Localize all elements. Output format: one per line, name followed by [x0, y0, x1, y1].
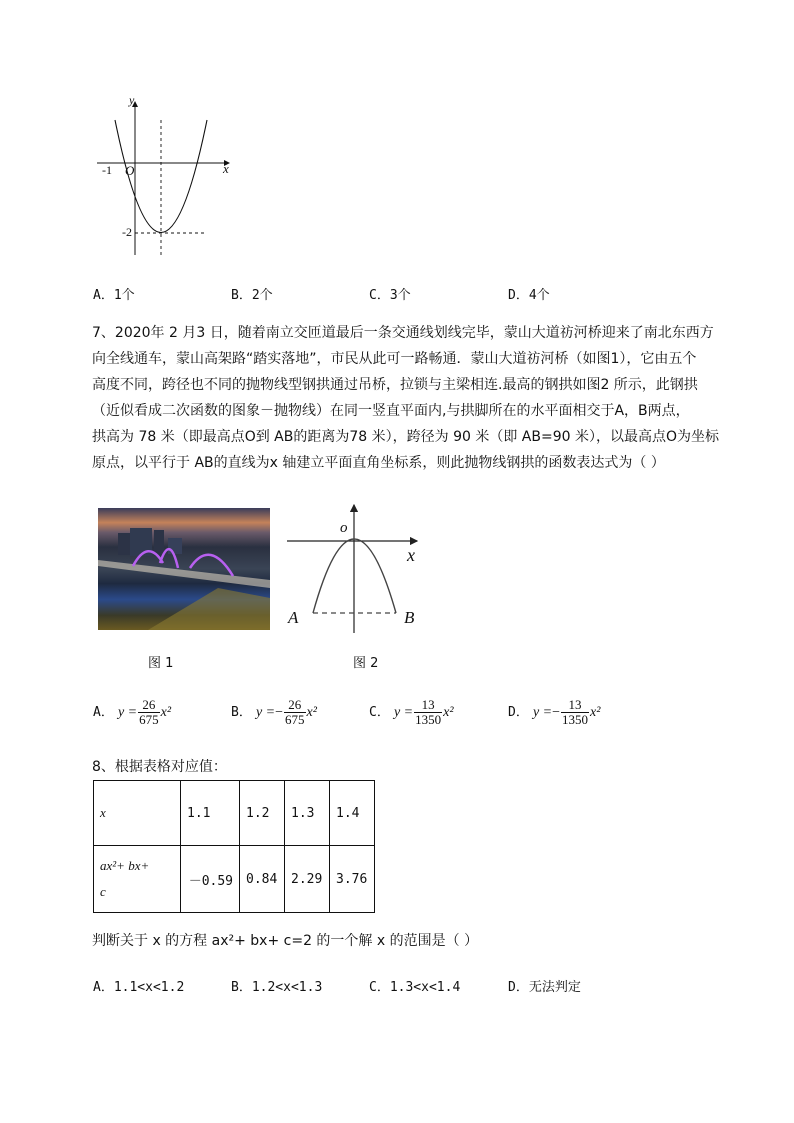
q7-option-a: A． y = $\frac{26}{675}$ x² — [93, 697, 172, 727]
q8-option-a: A．1.1<x<1.2 — [93, 980, 185, 995]
q8-title: 8、根据表格对应值： — [92, 759, 227, 775]
q7-option-d: D． y =− $\frac{13}{1350}$ x² — [508, 697, 601, 727]
tick-neg1-label: -1 — [102, 163, 112, 177]
table-header-expression: ax²+ bx+ c — [94, 846, 181, 913]
table-row — [94, 846, 375, 913]
q7-line-6: 原点，以平行于 AB的直线为x 轴建立平面直角坐标系，则此抛物线钢拱的函数表达式为（ ） — [92, 455, 665, 471]
fig2-x-label: x — [407, 545, 415, 565]
table-cell: 1.3 — [285, 781, 330, 846]
figure2-arch-graph — [283, 500, 433, 640]
q7-option-b: B． y =− $\frac{26}{675}$ x² — [231, 697, 317, 727]
q7-line-2: 向全线通车，蒙山高架路“踏实落地”，市民从此可一路畅通．蒙山大道祊河桥（如图1），它由五个 — [92, 351, 697, 367]
figure2-caption: 图 2 — [353, 656, 379, 671]
table-cell: 1.2 — [240, 781, 285, 846]
table-cell: 2.29 — [285, 846, 330, 913]
q8-question: 判断关于 x 的方程 ax²+ bx+ c=2 的一个解 x 的范围是（ ） — [92, 933, 479, 949]
figure1-caption: 图 1 — [148, 656, 174, 671]
q6-parabola-graph — [95, 95, 235, 260]
q7-line-4: （近似看成二次函数的图象－抛物线）在同一竖直平面内,与拱脚所在的水平面相交于A，B两点， — [92, 403, 690, 419]
table-header-x: x — [94, 781, 181, 846]
q6-option-c: C．3个 — [369, 288, 411, 303]
q8-value-table — [93, 780, 375, 913]
q7-line-5: 拱高为 78 米（即最高点O到 AB的距离为78 米），跨径为 90 米（即 AB=90 米），以最高点O为坐标 — [92, 429, 719, 445]
parabola-figure-icon — [95, 95, 235, 260]
origin-label: O — [125, 163, 135, 178]
q7-option-c: C． y = $\frac{13}{1350}$ x² — [369, 697, 454, 727]
bridge-photo — [98, 508, 270, 630]
x-axis-label: x — [223, 161, 229, 176]
table-cell: 1.1 — [181, 781, 240, 846]
q6-option-a: A．1个 — [93, 288, 135, 303]
table-cell: 3.76 — [330, 846, 375, 913]
tick-neg2-label: -2 — [122, 225, 132, 239]
y-axis-label: y — [129, 93, 135, 107]
q6-option-d: D．4个 — [508, 288, 550, 303]
q8-option-d: D．无法判定 — [508, 980, 581, 995]
q6-option-b: B．2个 — [231, 288, 273, 303]
fig2-origin-label: o — [340, 520, 348, 536]
q8-option-c: C．1.3<x<1.4 — [369, 980, 461, 995]
q7-line-3: 高度不同，跨径也不同的抛物线型钢拱通过吊桥，拉锁与主梁相连.最高的钢拱如图2 所示，此钢拱 — [92, 377, 698, 393]
table-cell: 0.84 — [240, 846, 285, 913]
fig2-point-a: A — [288, 608, 299, 627]
table-cell: －0.59 — [181, 846, 240, 913]
table-row — [94, 781, 375, 846]
q8-option-b: B．1.2<x<1.3 — [231, 980, 323, 995]
bridge-arches-icon — [98, 508, 270, 630]
fig2-point-b: B — [404, 608, 415, 627]
q7-line-1: 7、2020年 2 月3 日，随着南立交匝道最后一条交通线划线完毕，蒙山大道祊河桥迎来了南北东西方 — [92, 325, 714, 341]
table-cell: 1.4 — [330, 781, 375, 846]
